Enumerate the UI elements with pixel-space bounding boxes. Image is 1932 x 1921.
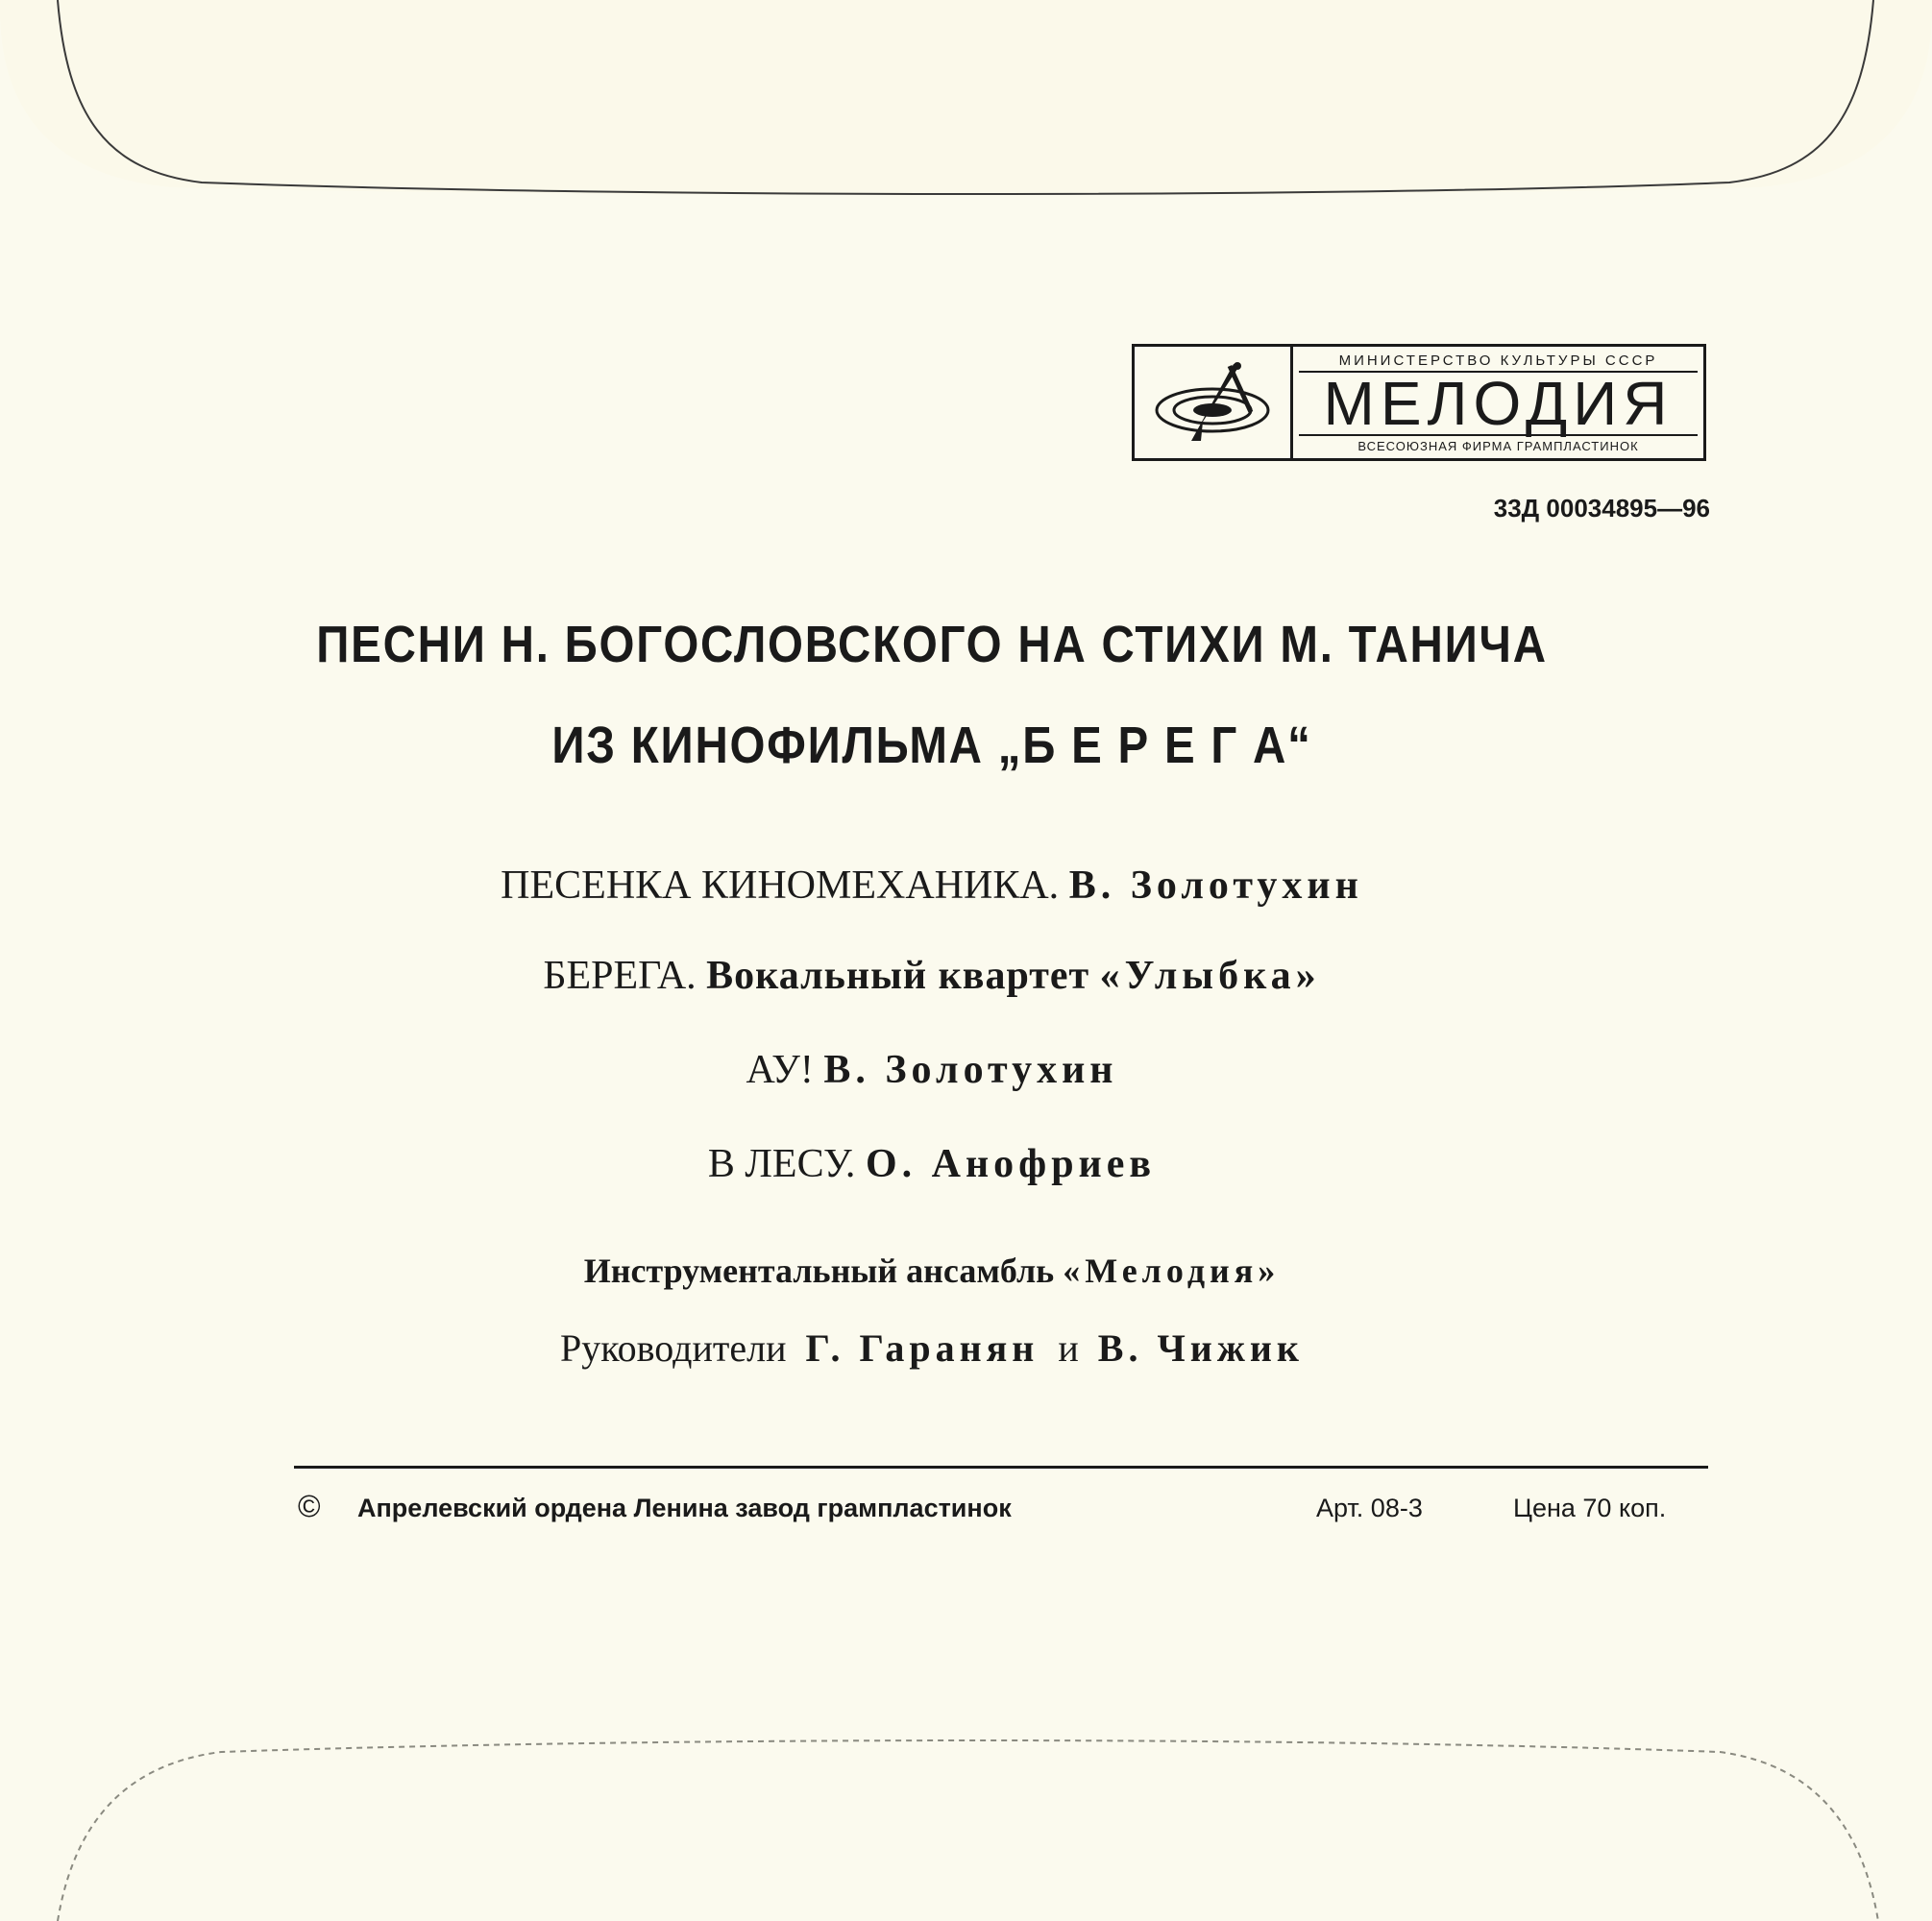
footer-divider	[294, 1466, 1708, 1469]
track-performer-lead: Вокальный квартет	[706, 954, 1090, 998]
logo-brand-name: МЕЛОДИЯ	[1323, 368, 1674, 438]
leaders-label: Руководители	[560, 1326, 787, 1370]
album-title-line2: ИЗ КИНОФИЛЬМА „Б Е Р Е Г А“	[551, 717, 1312, 774]
price: Цена 70 коп.	[1513, 1494, 1667, 1522]
logo-firm-text: ВСЕСОЮЗНАЯ ФИРМА ГРАМПЛАСТИНОК	[1299, 434, 1698, 453]
copyright-symbol: ©	[298, 1489, 321, 1523]
track-4	[192, 1141, 1672, 1187]
track-performer: «Улыбка»	[1099, 954, 1321, 998]
track-performer: В. Золотухин	[1068, 863, 1363, 908]
track-performer: В. Золотухин	[823, 1048, 1118, 1092]
track-title: АУ!	[746, 1048, 814, 1092]
ensemble-lead: Инструментальный ансамбль	[583, 1252, 1055, 1290]
leaders-conjunction: и	[1058, 1326, 1079, 1370]
track-title: БЕРЕГА.	[543, 954, 697, 998]
sleeve-top-flap	[0, 0, 1932, 202]
ensemble-credit	[192, 1251, 1672, 1291]
ensemble-name: «Мелодия»	[1063, 1252, 1281, 1290]
track-title: ПЕСЕНКА КИНОМЕХАНИКА.	[501, 863, 1060, 908]
manufacturer: Апрелевский ордена Ленина завод грампластинок	[357, 1494, 1012, 1522]
track-title: В ЛЕСУ.	[707, 1142, 856, 1186]
catalog-number: 33Д 00034895—96	[1493, 494, 1710, 523]
track-1	[192, 863, 1672, 909]
leaders-credit	[192, 1325, 1672, 1371]
track-performer: О. Анофриев	[865, 1142, 1157, 1186]
album-title-line1: ПЕСНИ Н. БОГОСЛОВСКОГО НА СТИХИ М. ТАНИЧА	[316, 616, 1548, 673]
sleeve-bottom-flap	[0, 1739, 1932, 1921]
leader-1: Г. Гаранян	[805, 1326, 1039, 1370]
track-2	[192, 953, 1672, 999]
melodiya-logo	[1132, 344, 1706, 461]
logo-text-block	[1293, 347, 1703, 458]
track-3	[192, 1047, 1672, 1093]
leader-2: В. Чижик	[1097, 1326, 1304, 1370]
melodiya-emblem-icon	[1135, 347, 1293, 458]
article-number: Арт. 08-3	[1316, 1494, 1423, 1522]
logo-ministry-text: МИНИСТЕРСТВО КУЛЬТУРЫ СССР	[1299, 353, 1698, 373]
